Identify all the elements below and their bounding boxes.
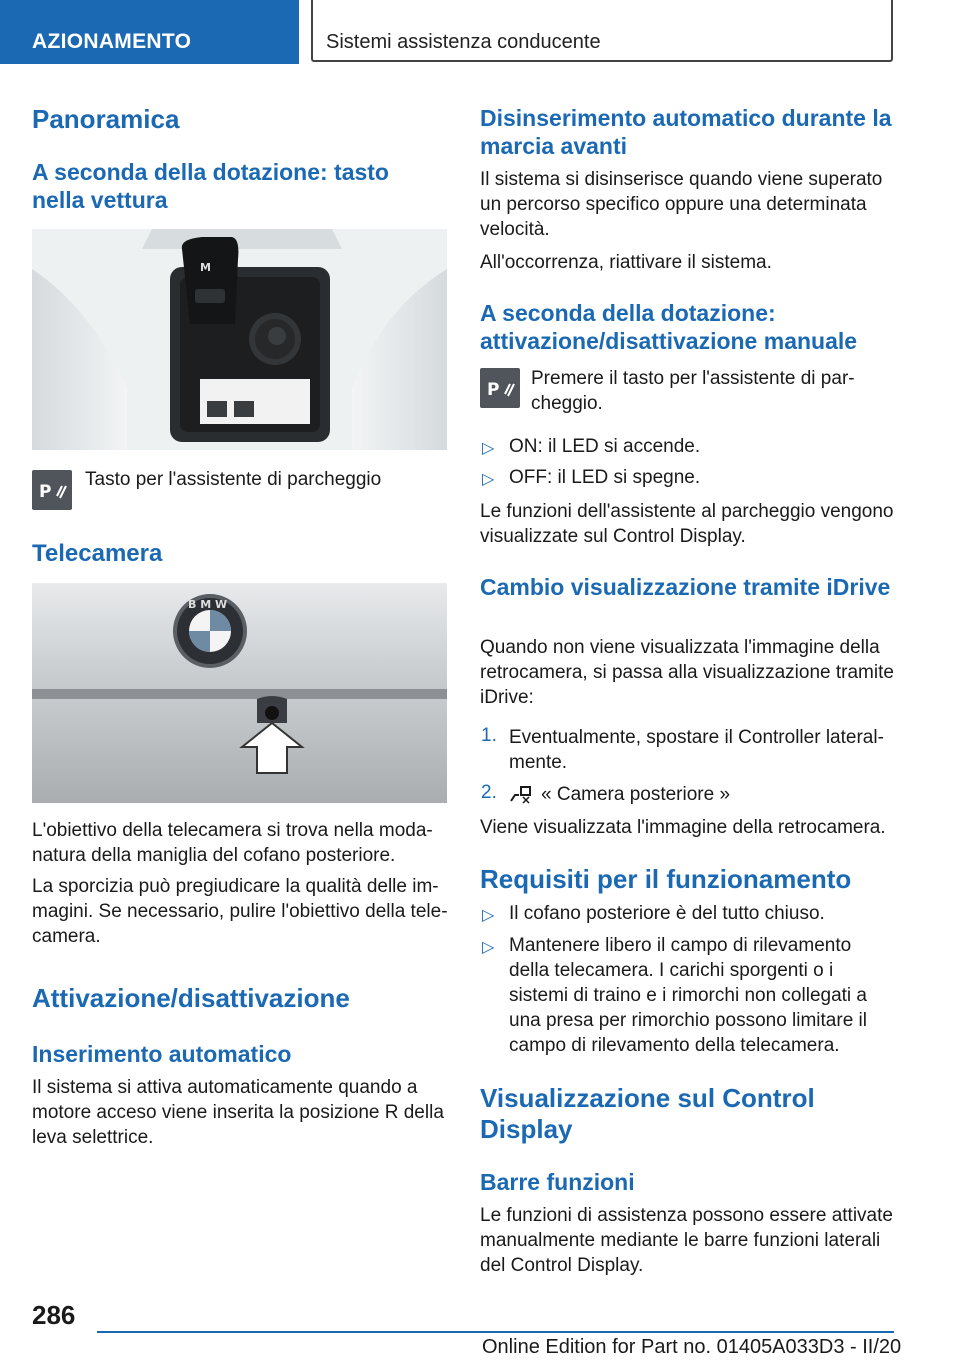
gear-selector-photo xyxy=(32,229,447,450)
heading-requirements: Requisiti per il funzionamento xyxy=(480,864,852,894)
manual-bullet-on: ON: il LED si accende. xyxy=(509,436,701,457)
heading-camera: Telecamera xyxy=(32,540,163,567)
section-tab xyxy=(0,0,299,64)
manual-paragraph-2: Le funzioni dell'assistente al parcheggio vengono visualizzate sul Control Display. xyxy=(480,501,894,547)
heading-overview: Panoramica xyxy=(32,104,180,134)
requirement-2: Mantenere libero il campo di rilevamento della telecamera. I carichi sporgenti o i sistemi di traino e i rimorchi non collegati a una presa per rimorchio possono limitare il campo di rilevamento della telecamera. xyxy=(509,935,867,1056)
triangle-bullet-icon: ▷ xyxy=(482,471,495,488)
triangle-bullet-icon: ▷ xyxy=(482,939,495,956)
auto-activation-paragraph: Il sistema si attiva automaticamente quando a motore acceso viene inserita la posizione R della leva selettrice. xyxy=(32,1077,444,1148)
triangle-bullet-icon: ▷ xyxy=(482,440,495,457)
heading-manual: A seconda della dotazione: attivazione/disattivazione manuale xyxy=(480,300,858,354)
heading-display: Visualizzazione sul Control Display xyxy=(480,1083,815,1144)
chapter-title: Sistemi assistenza conducente xyxy=(326,31,601,53)
step-number: 2. xyxy=(481,782,497,803)
heading-idrive: Cambio visualizzazione tramite iDrive xyxy=(480,574,891,600)
camera-paragraph-1: L'obiettivo della telecamera si trova nella modanatura della maniglia del cofano posteriore. xyxy=(32,820,433,866)
section-label: AZIONAMENTO xyxy=(32,30,192,53)
svg-text:P: P xyxy=(487,380,500,400)
idrive-paragraph-2: Viene visualizzata l'immagine della retrocamera. xyxy=(480,817,886,838)
idrive-step-2: « Camera posteriore » xyxy=(541,784,731,805)
camera-paragraph-2: La sporcizia può pregiudicare la qualità delle immagini. Se necessario, pulire l'obiettivo della telecamera. xyxy=(32,876,448,947)
edition-info: Online Edition for Part no. 01405A033D3 - II/20 xyxy=(482,1336,902,1358)
svg-text:P: P xyxy=(39,482,52,502)
step-number: 1. xyxy=(481,725,497,746)
heading-activation: Attivazione/disattivazione xyxy=(32,983,350,1013)
function-bars-paragraph: Le funzioni di assistenza possono essere attivate manualmente mediante le barre funzioni laterali del Control Display. xyxy=(480,1205,893,1276)
rear-camera-photo xyxy=(32,583,447,803)
requirement-1: Il cofano posteriore è del tutto chiuso. xyxy=(509,903,825,924)
auto-deactivation-paragraph-1: Il sistema si disinserisce quando viene superato un percorso specifico oppure una determinata velocità. xyxy=(480,169,883,240)
rear-camera-icon xyxy=(509,783,535,805)
button-caption: Tasto per l'assistente di parcheggio xyxy=(85,469,382,490)
manual-bullet-off: OFF: il LED si spegne. xyxy=(509,467,701,488)
manual-paragraph: Premere il tasto per l'assistente di parcheggio. xyxy=(531,368,855,414)
parking-assistant-icon xyxy=(32,470,72,510)
heading-auto-activation: Inserimento automatico xyxy=(32,1041,292,1067)
footer-divider xyxy=(97,1331,894,1333)
heading-button: A seconda della dotazione: tasto nella vettura xyxy=(32,159,389,213)
chapter-header xyxy=(311,0,893,62)
heading-auto-deactivation: Disinserimento automatico durante la marcia avanti xyxy=(480,105,892,159)
triangle-bullet-icon: ▷ xyxy=(482,907,495,924)
auto-deactivation-paragraph-2: All'occorrenza, riattivare il sistema. xyxy=(480,252,772,273)
heading-function-bars: Barre funzioni xyxy=(480,1169,635,1195)
idrive-step-1: Eventualmente, spostare il Controller lateralmente. xyxy=(509,727,884,773)
svg-text:B M W: B M W xyxy=(188,598,228,611)
svg-text:M: M xyxy=(200,261,211,274)
parking-assistant-icon xyxy=(480,368,520,408)
page-number: 286 xyxy=(32,1300,76,1330)
idrive-paragraph: Quando non viene visualizzata l'immagine della retrocamera, si passa alla visualizzazione tramite iDrive: xyxy=(480,637,894,708)
